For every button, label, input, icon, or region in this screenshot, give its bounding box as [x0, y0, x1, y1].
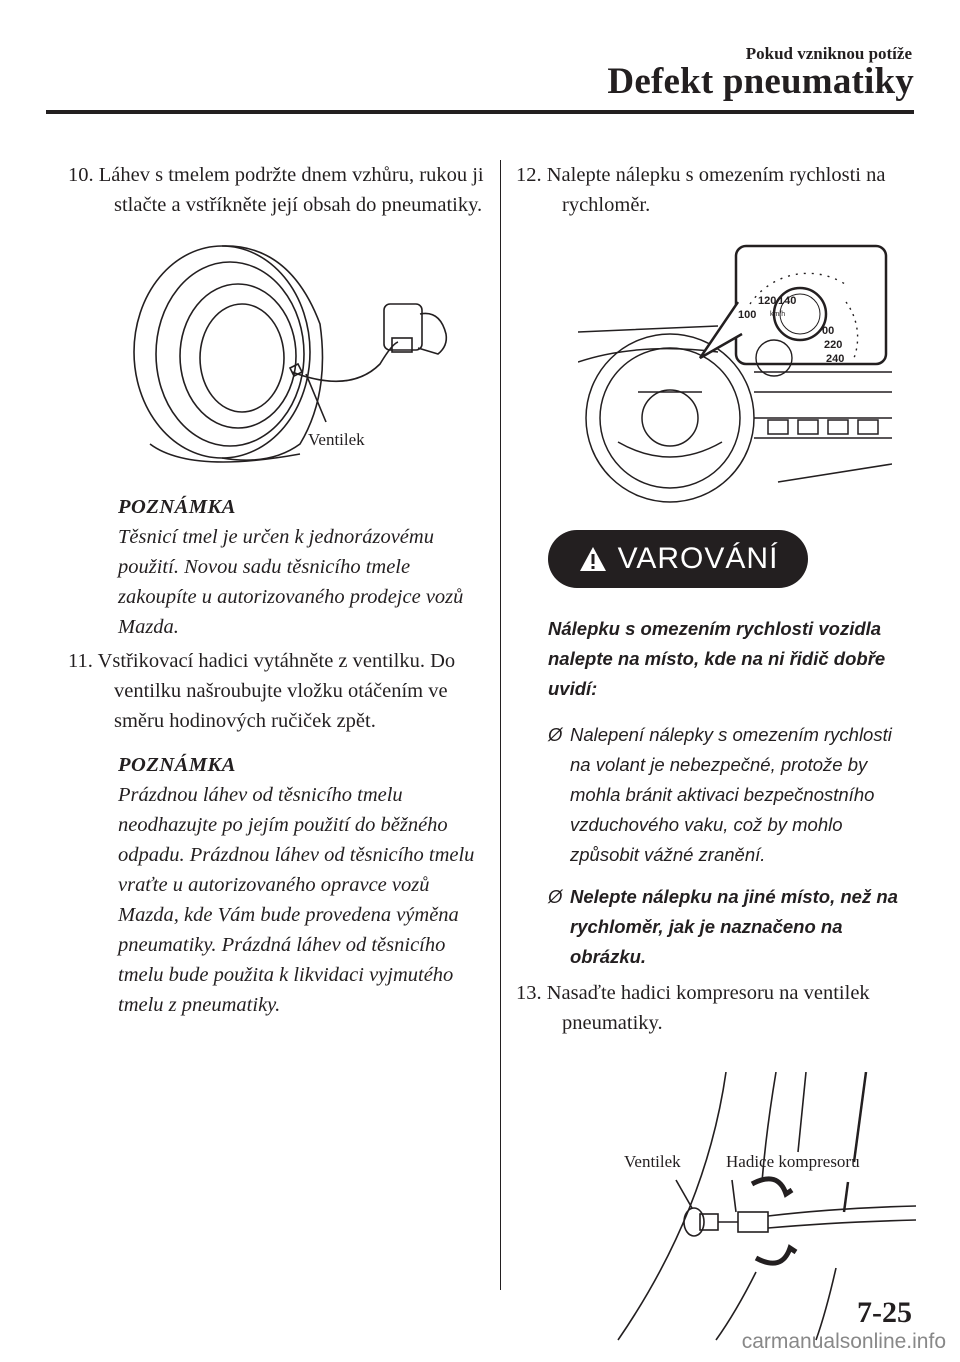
- warning-bullet-1: [548, 720, 916, 870]
- tire-sealant-figure: [130, 244, 450, 474]
- step-13: 13. Nasaďte hadici kompresoru na ventilek pneumatiky.: [516, 982, 870, 1034]
- warning-bullet-2: [548, 882, 916, 972]
- step-11: 11. Vstřikovací hadici vytáhněte z ventilku. Do ventilku našroubujte vložku otáčením ve směru hodinových ručiček zpět.: [68, 650, 456, 732]
- speedo-tick-120: 120: [758, 295, 777, 307]
- warning-heading: Nálepku s omezením rychlosti vozidla nalepte na místo, kde na ni řidič dobře uvidí:: [548, 618, 886, 699]
- note-2-title: POZNÁMKA: [118, 754, 236, 776]
- speedo-tick-240: 240: [826, 353, 845, 365]
- valve-label: Ventilek: [308, 430, 365, 449]
- warning-bullet-1-text: Nalepení nálepky s omezením rychlosti na volant je nebezpečné, protože by mohla bránit aktivaci bezpečnostního vzduchového vaku, což by mohlo způsobit vážné zranění.: [570, 724, 892, 865]
- tire-sealant-illustration: [130, 244, 450, 474]
- speedo-unit: km/h: [770, 311, 786, 318]
- note-1: [118, 492, 488, 642]
- step-10: 10. Láhev s tmelem podržte dnem vzhůru, rukou ji stlačte a vstříkněte její obsah do pneumatiky.: [68, 164, 484, 216]
- left-column: [68, 160, 488, 1020]
- note-1-title: POZNÁMKA: [118, 496, 236, 518]
- speedo-tick-140: 140: [778, 295, 797, 307]
- bullet-arrow-icon: Ø: [548, 724, 563, 745]
- warning-label: VAROVÁNÍ: [617, 542, 779, 575]
- page-number: 7-25: [857, 1296, 912, 1329]
- warning-bullet-2-text: Nelepte nálepku na jiné místo, než na rychloměr, jak je naznačeno na obrázku.: [570, 886, 898, 967]
- speedo-tick-100: 100: [738, 309, 757, 321]
- speedo-tick-200: 00: [822, 325, 835, 337]
- right-column: [516, 160, 916, 1342]
- bullet-arrow-icon: Ø: [548, 886, 563, 907]
- warning-banner: [548, 530, 808, 588]
- compressor-hose-label: Hadice kompresoru: [726, 1152, 860, 1171]
- dashboard-illustration: [578, 242, 892, 512]
- page-title: Defekt pneumatiky: [607, 61, 914, 102]
- warning-triangle-icon: [578, 545, 608, 573]
- step-12: 12. Nalepte nálepku s omezením rychlosti na rychloměr.: [516, 164, 886, 216]
- watermark: carmanualsonline.info: [741, 1330, 946, 1353]
- speedometer-figure: [578, 242, 892, 512]
- note-2: [118, 750, 488, 1020]
- warning-content: [548, 614, 916, 972]
- section-title: Pokud vzniknou potíže: [745, 44, 912, 63]
- column-divider: [500, 160, 501, 1290]
- header-rule: [46, 110, 914, 114]
- note-2-text: Prázdnou láhev od těsnicího tmelu neodhazujte po jejím použití do běžného odpadu. Prázdnou láhev od těsnicího tmelu vraťte u autorizovaného opravce vozů Mazda, kde Vám bude provedena výměna pneumatiky. Prázdná láhev od těsnicího tmelu bude použita k likvidaci vyjmutého tmelu z pneumatiky.: [118, 784, 475, 1016]
- note-1-text: Těsnicí tmel je určen k jednorázovému použití. Novou sadu těsnicího tmele zakoupíte u autorizovaného prodejce vozů Mazda.: [118, 526, 464, 638]
- valve-label-2: Ventilek: [624, 1152, 681, 1171]
- speedo-tick-220: 220: [824, 339, 843, 351]
